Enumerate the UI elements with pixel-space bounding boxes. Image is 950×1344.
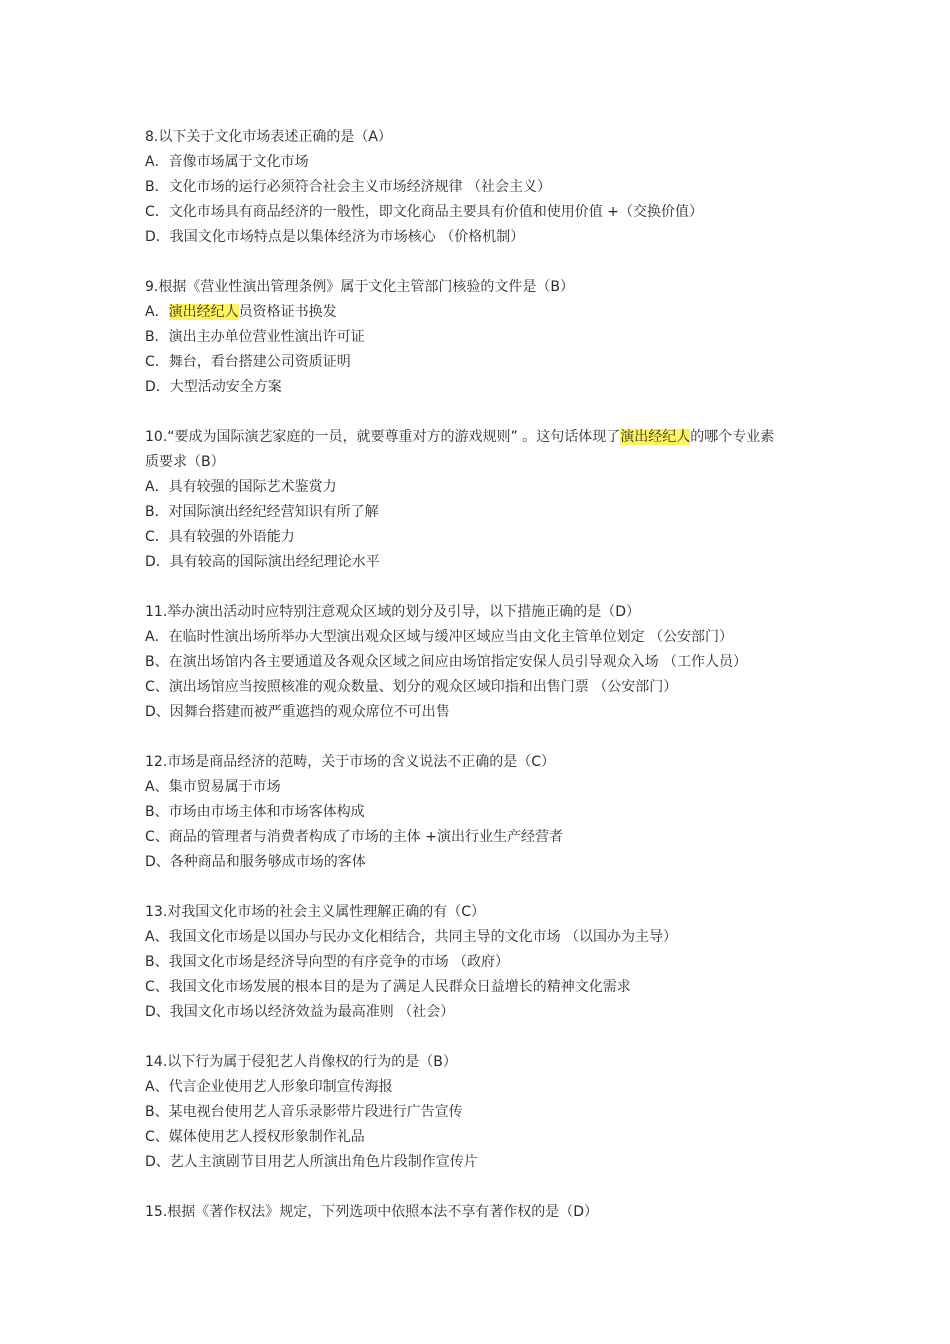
option-a-suffix: 员资格证书换发: [238, 304, 337, 320]
question-14: [145, 1050, 825, 1175]
option-d: D．我国文化市场特点是以集体经济为市场核心 （价格机制）: [145, 229, 525, 245]
option-a: A．在临时性演出场所举办大型演出观众区域与缓冲区域应当由文化主管单位划定 （公安部门）: [145, 629, 734, 645]
question-title: 9.根据《营业性演出管理条例》属于文化主管部门核验的文件是（B）: [145, 279, 574, 295]
option-d: D．具有较高的国际演出经纪理论水平: [145, 554, 380, 570]
option-b: B、在演出场馆内各主要通道及各观众区域之间应由场馆指定安保人员引导观众入场 （工作人员）: [145, 654, 748, 670]
option-a: [145, 300, 825, 325]
option-a: A．具有较强的国际艺术鉴赏力: [145, 479, 337, 495]
question-title: 15.根据《著作权法》规定，下列选项中依照本法不享有著作权的是（D）: [145, 1204, 599, 1220]
option-a: A．音像市场属于文化市场: [145, 154, 309, 170]
question-10: [145, 425, 825, 575]
question-title-prefix: 10.“要成为国际演艺家庭的一员，就要尊重对方的游戏规则” 。这句话体现了: [145, 429, 621, 445]
option-c: C．舞台，看台搭建公司资质证明: [145, 354, 351, 370]
question-title: 12.市场是商品经济的范畴，关于市场的含义说法不正确的是（C）: [145, 754, 556, 770]
document-page: [145, 125, 825, 1225]
option-b: B、市场由市场主体和市场客体构成: [145, 804, 365, 820]
option-c: C、演出场馆应当按照核准的观众数量、划分的观众区域印指和出售门票 （公安部门）: [145, 679, 678, 695]
option-c: C、我国文化市场发展的根本目的是为了满足人民群众日益增长的精神文化需求: [145, 979, 631, 995]
question-title-line2: 质要求（B）: [145, 454, 225, 470]
question-title: 11.举办演出活动时应特别注意观众区域的划分及引导，以下措施正确的是（D）: [145, 604, 641, 620]
option-b: B．对国际演出经纪经营知识有所了解: [145, 504, 379, 520]
question-title-suffix: 的哪个专业素: [690, 429, 775, 445]
question-title: 13.对我国文化市场的社会主义属性理解正确的有（C）: [145, 904, 486, 920]
option-a: A、我国文化市场是以国办与民办文化相结合，共同主导的文化市场 （以国办为主导）: [145, 929, 678, 945]
option-d: D、因舞台搭建而被严重遮挡的观众席位不可出售: [145, 704, 450, 720]
question-8: [145, 125, 825, 250]
question-title: 14.以下行为属于侵犯艺人肖像权的行为的是（B）: [145, 1054, 457, 1070]
option-c: C．文化市场具有商品经济的一般性，即文化商品主要具有价值和使用价值 +（交换价值）: [145, 204, 703, 220]
question-15: [145, 1200, 825, 1225]
option-c: C．具有较强的外语能力: [145, 529, 295, 545]
option-d: D．大型活动安全方案: [145, 379, 282, 395]
option-d: D、各种商品和服务够成市场的客体: [145, 854, 366, 870]
option-b: B．演出主办单位营业性演出许可证: [145, 329, 365, 345]
option-d: D、艺人主演剧节目用艺人所演出角色片段制作宣传片: [145, 1154, 478, 1170]
question-11: [145, 600, 825, 725]
highlighted-text: 演出经纪人: [168, 304, 239, 320]
highlighted-text: 演出经纪人: [620, 429, 691, 445]
option-d: D、我国文化市场以经济效益为最高准则 （社会）: [145, 1004, 455, 1020]
question-12: [145, 750, 825, 875]
option-c: C、商品的管理者与消费者构成了市场的主体 +演出行业生产经营者: [145, 829, 563, 845]
option-c: C、媒体使用艺人授权形象制作礼品: [145, 1129, 365, 1145]
question-title: [145, 425, 825, 450]
option-b: B．文化市场的运行必须符合社会主义市场经济规律 （社会主义）: [145, 179, 552, 195]
option-b: B、我国文化市场是经济导向型的有序竞争的市场 （政府）: [145, 954, 510, 970]
option-b: B、某电视台使用艺人音乐录影带片段进行广告宣传: [145, 1104, 463, 1120]
question-13: [145, 900, 825, 1025]
question-title: 8.以下关于文化市场表述正确的是（A）: [145, 129, 392, 145]
option-a: A、代言企业使用艺人形象印制宣传海报: [145, 1079, 393, 1095]
question-9: [145, 275, 825, 400]
option-a: A、集市贸易属于市场: [145, 779, 281, 795]
option-a-prefix: A．: [145, 304, 169, 320]
